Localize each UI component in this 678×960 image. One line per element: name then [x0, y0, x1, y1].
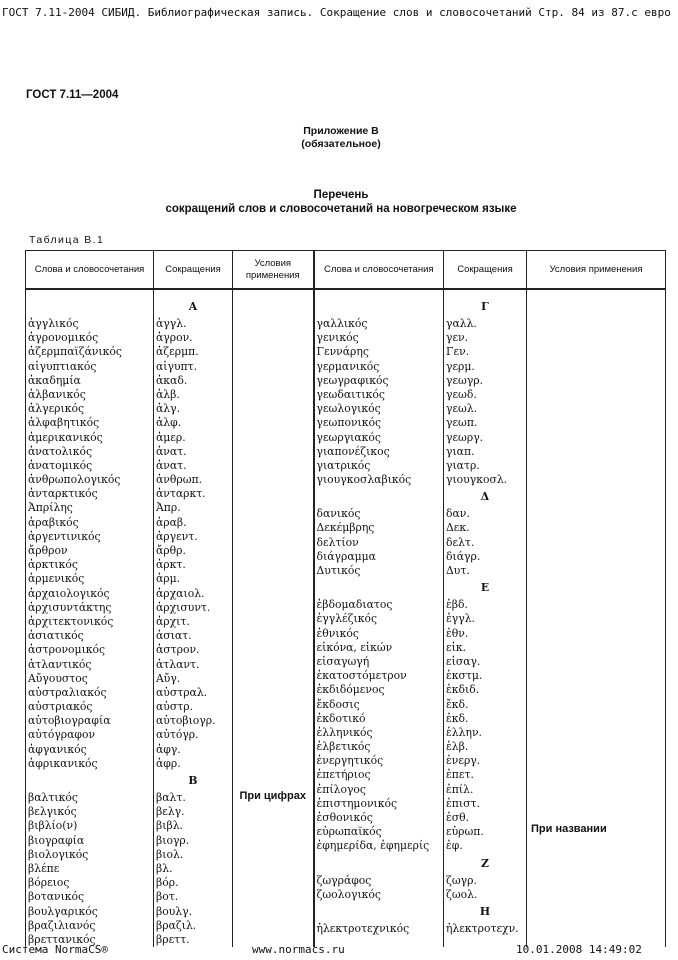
- abbreviation-entry: ἑβδ.: [446, 598, 468, 612]
- section-letter-spacer: [315, 854, 444, 874]
- abbreviation-entry: γαλλ.: [446, 317, 477, 330]
- word-entry: γεωργιακός: [316, 430, 381, 444]
- abbreviation-entry: γερμ.: [446, 359, 475, 373]
- word-entry: Δεκέμβρης: [316, 521, 375, 535]
- section-letter: Β: [188, 774, 198, 787]
- word-entry: Ἀπρίλης: [28, 501, 73, 515]
- abbreviation-entry: ἀκαδ.: [156, 373, 188, 387]
- word-entry: ἀνατολικός: [28, 444, 92, 458]
- section-letter-spacer: [315, 487, 444, 507]
- abbreviation-entry: ἐγγλ.: [446, 612, 475, 626]
- word-entry: γεωπονικός: [316, 416, 382, 430]
- section-letter: Α: [188, 300, 198, 313]
- abbreviation-entry: εἰσαγ.: [446, 654, 481, 668]
- abbreviation-entry: ἀρμ.: [156, 572, 181, 586]
- word-entry: ἐπετήριος: [316, 768, 371, 782]
- abbreviation-entry: ἀμερ.: [156, 430, 186, 444]
- word-entry: Αὔγουστος: [28, 671, 88, 685]
- word-entry: ἐκδιδόμενος: [316, 683, 385, 697]
- abbreviation-entry: αὐτόγρ.: [156, 728, 199, 742]
- word-entry: ἀλφαβητικός: [28, 416, 100, 430]
- left-words-column: [26, 289, 154, 947]
- abbreviation-entry: ἀλφ.: [156, 416, 182, 430]
- abbreviation-entry: βιολ.: [156, 847, 184, 861]
- word-entry: ἀφγανικός: [28, 742, 87, 756]
- abbreviation-entry: ἔκδ.: [446, 697, 469, 711]
- word-entry: βουλγαρικός: [28, 904, 98, 918]
- table-caption: Таблица В.1: [29, 234, 105, 246]
- section-letter: Ε: [480, 581, 490, 595]
- word-entry: εἰκόνα, εἰκών: [316, 640, 393, 654]
- abbreviation-entry: ἀτλαντ.: [156, 657, 200, 671]
- abbreviation-entry: ἀζερμπ.: [156, 345, 199, 359]
- abbreviation-entry: ἀργεντ.: [156, 529, 198, 543]
- word-entry: ἀφρικανικός: [28, 756, 98, 770]
- abbreviation-entry: ἐσθ.: [446, 811, 470, 824]
- abbreviation-entry: ἀφρ.: [156, 756, 181, 770]
- word-entry: ἀτλαντικός: [28, 657, 92, 671]
- abbreviation-entry: βραζιλ.: [156, 918, 197, 932]
- word-entry: βρεττανικός: [28, 932, 96, 946]
- word-entry: ἀσιατικός: [28, 629, 84, 643]
- word-entry: ἑβδομαδιατος: [316, 598, 393, 612]
- word-entry: δανικός: [316, 507, 361, 521]
- section-letter-spacer: [26, 297, 153, 317]
- list-title-line2: сокращений слов и словосочетаний на новогреческом языке: [165, 203, 517, 215]
- word-entry: ἀρχιτεκτονικός: [28, 614, 114, 628]
- word-entry: αὐτοβιογραφία: [28, 714, 111, 728]
- section-letter: Ζ: [481, 856, 489, 870]
- word-entry: ἀνατομικός: [28, 458, 93, 472]
- abbreviation-entry: βοτ.: [156, 890, 179, 904]
- abbreviation-entry: ἀραβ.: [156, 515, 187, 529]
- section-letter: Γ: [481, 300, 489, 313]
- abbreviation-entry: ἑλλην.: [446, 725, 482, 739]
- abbreviation-entry: διάγρ.: [446, 549, 481, 563]
- word-entry: βαλτικός: [28, 791, 78, 804]
- word-entry: Δυτικός: [316, 564, 361, 577]
- section-letter-spacer: [315, 297, 444, 317]
- abbreviation-entry: ἀνατ.: [156, 444, 187, 458]
- word-entry: ἄρθρον: [28, 544, 68, 557]
- abbreviation-entry: βουλγ.: [156, 904, 193, 918]
- word-entry: ἐφημερίδα, ἐφημερίς: [316, 839, 430, 853]
- header-abbrev-right: Сокращения: [444, 251, 527, 290]
- word-entry: ἀρχισυντάκτης: [28, 600, 112, 614]
- section-letter: Η: [479, 904, 491, 918]
- abbreviation-entry: βλ.: [156, 861, 173, 875]
- word-entry: ἀζερμπαϊζάνικός: [28, 345, 122, 359]
- abbreviation-entry: ἐπίλ.: [446, 782, 474, 796]
- right-conditions-column: [527, 289, 666, 947]
- word-entry: βελγικός: [28, 805, 77, 819]
- word-entry: ἐγγλέζικός: [316, 612, 378, 626]
- abbreviation-entry: ἀνθρωπ.: [156, 473, 203, 487]
- word-entry: βοτανικός: [28, 890, 85, 904]
- abbreviation-entry: ἀλγ.: [156, 402, 181, 416]
- word-entry: ἀστρονομικός: [28, 643, 106, 657]
- abbreviation-entry: ἑλβ.: [446, 740, 469, 754]
- footer-url: www.normacs.ru: [252, 943, 345, 956]
- abbreviation-entry: ἀγρον.: [156, 331, 193, 345]
- word-entry: ἀρμενικός: [28, 572, 85, 586]
- abbreviation-entry: ἐνεργ.: [446, 754, 481, 768]
- abbreviation-entry: ἀγγλ.: [156, 317, 187, 330]
- abbreviation-entry: βιογρ.: [156, 833, 190, 847]
- word-entry: γιουγκοσλαβικός: [316, 473, 412, 487]
- abbreviation-entry: εὐρωπ.: [446, 825, 484, 839]
- word-entry: ἀνθρωπολογικός: [28, 473, 121, 487]
- abbreviation-entry: δαν.: [446, 507, 470, 521]
- abbreviation-entry: ἄρθρ.: [156, 544, 186, 557]
- abbreviation-entry: ἐπετ.: [446, 768, 474, 782]
- abbreviation-entry: ἀνταρκτ.: [156, 487, 206, 501]
- abbreviation-entry: ἀρχιτ.: [156, 614, 190, 628]
- left-condition: При цифрах: [239, 790, 307, 802]
- appendix-note: (обязательное): [301, 138, 381, 150]
- word-entry: ἐκδοτικό: [316, 711, 366, 725]
- word-entry: γεωλογικός: [316, 402, 381, 416]
- word-entry: εἰσαγωγή: [316, 654, 370, 668]
- header-conditions-right: Условия применения: [527, 251, 666, 290]
- abbreviation-entry: γεωγρ.: [446, 373, 484, 387]
- word-entry: ζωολογικός: [316, 887, 381, 901]
- word-entry: ἀκαδημία: [28, 373, 81, 387]
- footer-system: Система NormaCS®: [2, 943, 108, 956]
- document-id: ГОСТ 7.11—2004: [26, 89, 119, 101]
- word-entry: βραζιλιανός: [28, 918, 96, 932]
- section-letter-spacer: [315, 902, 444, 922]
- word-entry: ἀλβανικός: [28, 387, 86, 401]
- abbreviation-entry: ἐκδιδ.: [446, 683, 480, 697]
- right-abbrev-column: [444, 289, 527, 947]
- abbreviation-entry: γεωδ.: [446, 387, 477, 401]
- abbreviation-entry: Αὔγ.: [156, 671, 181, 685]
- abbreviation-entry: εἰκ.: [446, 640, 467, 654]
- abbreviation-entry: βρεττ.: [156, 932, 190, 946]
- word-entry: γιατρικός: [316, 458, 371, 472]
- word-entry: εὐρωπαϊκός: [316, 825, 382, 839]
- header-abbrev-left: Сокращения: [154, 251, 233, 290]
- abbreviation-entry: αὐστραλ.: [156, 685, 208, 699]
- word-entry: γεωγραφικός: [316, 373, 389, 387]
- abbreviation-entry: ἐφ.: [446, 839, 463, 853]
- abbreviation-entry: γεωλ.: [446, 402, 478, 416]
- word-entry: ἀνταρκτικός: [28, 487, 98, 501]
- abbreviation-entry: αἰγυπτ.: [156, 359, 198, 373]
- abbreviation-entry: βιβλ.: [156, 819, 183, 833]
- abbreviation-entry: ἐθν.: [446, 626, 469, 640]
- abbreviation-entry: γιουγκοσλ.: [446, 473, 508, 487]
- word-entry: ἑλβετικός: [316, 740, 371, 754]
- word-entry: αὐστραλιακός: [28, 685, 107, 699]
- abbreviation-entry: αὐστρ.: [156, 700, 193, 714]
- header-words-left: Слова и словосочетания: [26, 251, 154, 290]
- abbreviation-entry: βελγ.: [156, 805, 185, 819]
- abbreviation-entry: γιατρ.: [446, 458, 480, 472]
- word-entry: ἔκδοσις: [316, 697, 360, 711]
- word-entry: ἐθνικός: [316, 626, 359, 640]
- footer-datetime: 10.01.2008 14:49:02: [516, 943, 642, 956]
- word-entry: ἀγγλικός: [28, 317, 79, 330]
- header-words-right: Слова и словосочетания: [314, 251, 444, 290]
- page-header: ГОСТ 7.11-2004 СИБИД. Библиографическая запись. Сокращение слов и словосочетаний Стр. 84 из 87.с евро: [2, 6, 671, 19]
- word-entry: γερμανικός: [316, 359, 380, 373]
- section-letter: Δ: [480, 490, 490, 504]
- word-entry: βόρειος: [28, 876, 70, 890]
- abbreviation-entry: γεωργ.: [446, 430, 484, 444]
- abbreviation-entry: δελτ.: [446, 535, 475, 549]
- abbreviation-entry: ἀρκτ.: [156, 558, 186, 572]
- abbreviation-entry: βαλτ.: [156, 791, 186, 804]
- word-entry: αὐτόγραφον: [28, 728, 96, 742]
- abbreviation-entry: γεν.: [446, 331, 469, 345]
- word-entry: βιολογικός: [28, 847, 89, 861]
- word-entry: ἑκατοστόμετρον: [316, 669, 407, 683]
- word-entry: ἑλληνικός: [316, 725, 373, 739]
- word-entry: ἀρκτικός: [28, 558, 78, 572]
- word-entry: ἐπίλογος: [316, 782, 366, 796]
- word-entry: Γεννάρης: [316, 345, 369, 359]
- abbreviation-entry: Δυτ.: [446, 564, 470, 577]
- word-entry: ἀμερικανικός: [28, 430, 103, 444]
- abbreviation-entry: Ἀπρ.: [156, 501, 181, 515]
- appendix-title: Приложение В: [303, 125, 379, 137]
- abbreviation-entry: ἐκδ.: [446, 711, 469, 725]
- word-entry: βιογραφία: [28, 833, 85, 847]
- word-entry: ἀρχαιολογικός: [28, 586, 110, 600]
- abbreviation-entry: βόρ.: [156, 876, 179, 890]
- abbreviation-entry: ἀσιατ.: [156, 629, 192, 643]
- abbreviation-entry: ἀρχαιολ.: [156, 586, 205, 600]
- abbreviation-entry: ἀστρον.: [156, 643, 200, 657]
- abbreviation-entry: ἐπιστ.: [446, 796, 480, 810]
- word-entry: γαλλικός: [316, 317, 368, 330]
- abbreviation-entry: Γεν.: [446, 345, 470, 359]
- abbreviation-entry: γεωπ.: [446, 416, 478, 430]
- abbreviation-table: [25, 250, 666, 947]
- word-entry: γενικός: [316, 331, 359, 345]
- word-entry: ἀραβικός: [28, 515, 79, 529]
- abbreviation-entry: αὐτοβιογρ.: [156, 714, 216, 728]
- header-conditions-left: Условия применения: [233, 251, 314, 290]
- abbreviation-entry: ἀρχισυντ.: [156, 600, 211, 614]
- word-entry: γεωδαιτικός: [316, 387, 385, 401]
- abbreviation-entry: ζωολ.: [446, 887, 478, 901]
- section-letter-spacer: [315, 578, 444, 598]
- right-condition: При названии: [531, 823, 607, 835]
- abbreviation-entry: ἀνατ.: [156, 458, 187, 472]
- abbreviation-entry: ἑκστμ.: [446, 669, 483, 683]
- word-entry: αἰγυπτιακός: [28, 359, 97, 373]
- abbreviation-entry: ζωγρ.: [446, 873, 477, 887]
- abbreviation-entry: ἀφγ.: [156, 742, 181, 756]
- word-entry: ἐνεργητικός: [316, 754, 384, 768]
- abbreviation-entry: ἠλεκτροτεχν.: [446, 921, 519, 935]
- word-entry: βιβλίο(ν): [28, 819, 78, 833]
- word-entry: ζωγράφος: [316, 873, 372, 887]
- left-abbrev-column: [154, 289, 233, 947]
- abbreviation-entry: ἀλβ.: [156, 387, 180, 401]
- word-entry: ἐπιστημονικός: [316, 796, 398, 810]
- left-conditions-column: [233, 289, 314, 947]
- right-words-column: [314, 289, 444, 947]
- word-entry: ἀργεντινικός: [28, 529, 101, 543]
- word-entry: αὐστριακός: [28, 700, 93, 714]
- word-entry: δελτίον: [316, 535, 359, 549]
- word-entry: διάγραμμα: [316, 549, 376, 563]
- word-entry: βλέπε: [28, 861, 60, 875]
- word-entry: ἠλεκτροτεχνικός: [316, 921, 410, 935]
- abbreviation-entry: γιαπ.: [446, 444, 475, 458]
- word-entry: ἐσθονικός: [316, 811, 373, 824]
- abbreviation-entry: Δεκ.: [446, 521, 470, 535]
- word-entry: ἀλγερικός: [28, 402, 85, 416]
- list-title-line1: Перечень: [313, 189, 369, 201]
- word-entry: ἀγρονομικός: [28, 331, 99, 345]
- section-letter-spacer: [26, 771, 153, 791]
- word-entry: γιαπονέζικος: [316, 444, 390, 458]
